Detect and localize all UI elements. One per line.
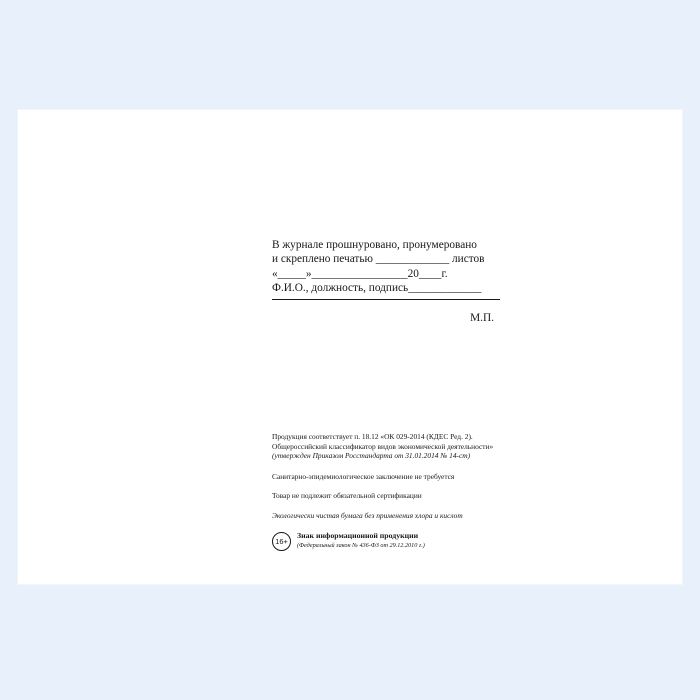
age-rating-law: (Федеральный закон № 436-ФЗ от 29.12.2010 г.) xyxy=(297,541,425,549)
certification-block xyxy=(272,238,532,324)
signature-rule xyxy=(272,299,500,300)
certification-note: Товар не подлежит обязательной сертификации xyxy=(272,491,422,501)
pages-count-line-2: и скреплено печатью _____________ листов xyxy=(272,253,485,266)
conformity-line-1: Продукция соответствует п. 18.12 «ОК 029-2014 (КДЕС Ред. 2). xyxy=(272,432,473,441)
conformity-line-3: (утвержден Приказом Росстандарта от 31.01.2014 № 14-ст) xyxy=(272,451,471,461)
document-page xyxy=(18,110,682,584)
age-rating-row xyxy=(272,531,562,551)
pages-count-line-1: В журнале прошнуровано, пронумеровано xyxy=(272,239,477,251)
age-rating-title: Знак информационной продукции xyxy=(297,530,419,540)
conformity-line-2: Общероссийский классификатор видов экономической деятельности» xyxy=(272,441,494,451)
age-rating-text xyxy=(297,531,425,550)
signature-line: Ф.И.О., должность, подпись_____________ xyxy=(272,282,482,295)
age-rating-icon: 16+ xyxy=(272,532,291,551)
legal-notes-block xyxy=(272,432,562,551)
sanitary-note: Санитарно-эпидемиологическое заключение не требуется xyxy=(272,471,455,481)
eco-paper-note: Экологически чистая бумага без применения хлора и кислот xyxy=(272,510,463,520)
date-line: «_____»_________________20____г. xyxy=(272,267,448,280)
seal-label: М.П. xyxy=(470,311,494,324)
